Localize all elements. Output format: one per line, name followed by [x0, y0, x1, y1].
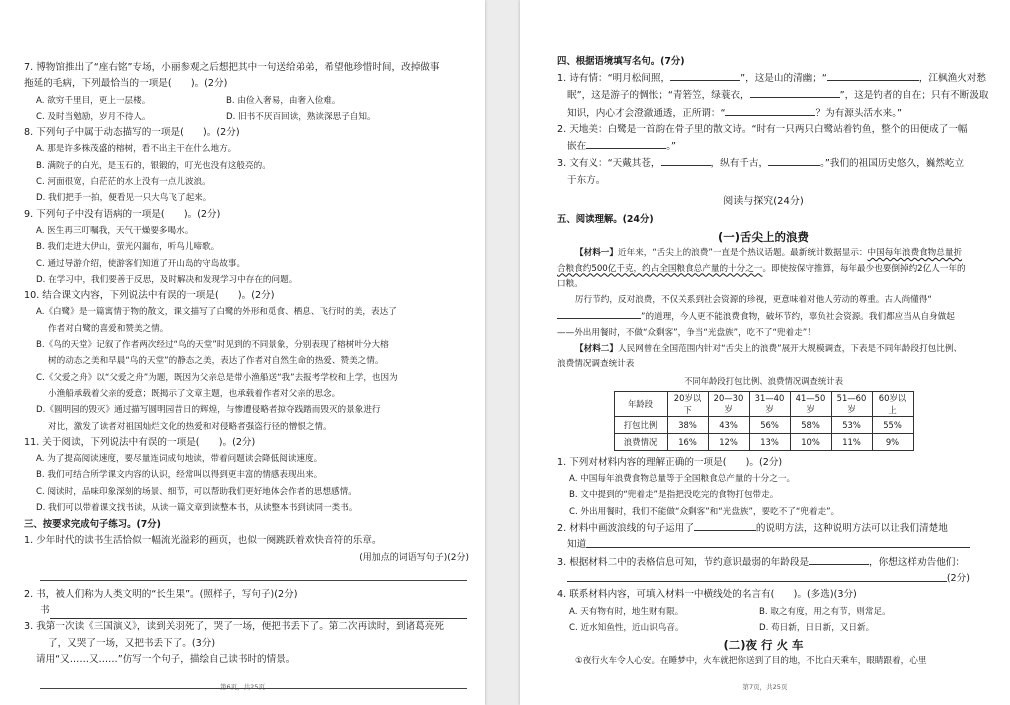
option-b: B. 我们可结合所学课文内容的认识，经常叫以得到更丰富的情感表现出来。: [36, 470, 323, 481]
paragraph: [557, 293, 970, 342]
question-9: [24, 207, 471, 288]
option-d: D. 苟日新，日日新，又日新。: [759, 622, 875, 633]
table-cell: 56%: [749, 416, 790, 433]
section-title: 三、按要求完成句子练习。(7分): [24, 519, 161, 531]
option-a: A. 那是许多株茂盛的榕树，看不出主干在什么地方。: [36, 144, 237, 155]
text: 3. 文有义：“天戴其苍，: [557, 158, 661, 170]
question-line: [557, 554, 970, 571]
fill-blank[interactable]: [586, 138, 666, 149]
text: 眠”，这是游子的惆怅；“青箬笠，绿蓑衣，: [567, 90, 750, 102]
text: 知识，内心才会澄澈通透，正所谓：“: [567, 107, 726, 119]
text: 。”: [666, 141, 676, 153]
text: ”，这是山的清幽；“: [740, 73, 827, 84]
question-11: [24, 435, 471, 516]
option-a: A. 欲穷千里目，更上一层楼。: [36, 95, 151, 106]
page-number: 第6页，共25页: [220, 683, 265, 691]
fill-blank[interactable]: [768, 155, 820, 166]
text: 知道: [567, 539, 587, 551]
passage-title: (一)舌尖上的浪费: [717, 230, 809, 245]
question-line: [557, 571, 970, 587]
text: 的说明方法，这种说明方法可以让我们清楚地: [755, 523, 948, 535]
question-stem: 4. 联系材料内容，可填入材料一中横线处的名言有( )。(多选)(3分): [557, 589, 857, 601]
table-cell: 浪费情况: [614, 433, 667, 450]
fill-blank[interactable]: [809, 554, 869, 565]
question-line: [557, 520, 970, 537]
fill-blank[interactable]: [586, 537, 970, 548]
reading-heading: 阅读与探究(24分): [723, 196, 804, 208]
table-caption: 不同年龄段打包比例、浪费情况调查统计表: [683, 375, 844, 386]
table-cell: 58%: [790, 416, 831, 433]
question-line: 2. 天地美：白鹭是一首韵在骨子里的散文诗。“时有一只两只白鹭站着钓鱼，整个的田便成了一幅: [557, 123, 968, 135]
material-tag: 【材料一】: [575, 248, 618, 259]
stats-table: [614, 391, 914, 451]
question-line: 于东方。: [567, 174, 606, 186]
option-c: C. 阅读时，品味印象深刻的场景、细节，可以帮助我们更好地体会作者的思想感情。: [36, 486, 357, 497]
table-header-cell: 20岁以下: [667, 391, 708, 416]
table-header-cell: 31—40岁: [749, 391, 790, 416]
table-cell: 10%: [790, 433, 831, 450]
question-line: [557, 105, 970, 122]
option-c: C.《父爱之舟》以“父爱之舟”为题，既因为父亲总是带小渔船送“我”去报考学校和上学，也因为: [36, 372, 398, 383]
passage-title: (二)夜 行 火 车: [723, 638, 804, 653]
option-a: A. 中国每年浪费食物总量等于全国粮食总产量的十分之一。: [569, 474, 796, 485]
option-a-cont: 作者对白鹭的喜爱和赞美之情。: [48, 323, 169, 334]
option-d: D.《圆明园的毁灭》通过描写圆明园昔日的辉煌，与惨遭侵略者掠夺践踏而毁灭的景象进行: [36, 405, 381, 416]
table-row: [614, 416, 913, 433]
question-line: [557, 138, 970, 155]
option-d: D. 我们把手一拍，便看见一只大鸟飞了起来。: [36, 193, 212, 204]
table-cell: 38%: [667, 416, 708, 433]
option-c: C. 近水知鱼性，近山识鸟音。: [569, 622, 684, 633]
answer-line[interactable]: [50, 608, 467, 619]
question-stem: 1. 下列对材料内容的理解正确的一项是( )。(2分): [557, 456, 783, 468]
section-3: [24, 516, 471, 689]
text: ，你想这样劝告他们：: [869, 556, 965, 568]
exam-page-left: [0, 0, 485, 705]
text: 近年来，“舌尖上的浪费”一直是个热议话题。最新统计数据显示：: [617, 248, 868, 259]
fill-blank[interactable]: [694, 520, 756, 531]
exam-page-right: [520, 0, 1010, 705]
table-cell: 9%: [872, 433, 913, 450]
material-2: [557, 342, 970, 373]
text: 嵌在: [567, 141, 587, 153]
fill-blank[interactable]: [557, 308, 641, 319]
question-stem: 10. 结合课文内容，下列说法中有误的一项是( )。(2分): [24, 290, 275, 302]
fill-blank[interactable]: [725, 105, 815, 116]
answer-prefix: 书: [40, 604, 50, 616]
text: 2. 材料中画波浪线的句子运用了: [557, 523, 694, 535]
question-stem: 8. 下列句子中属于动态描写的一项是( )。(2分): [24, 127, 240, 139]
option-row: [557, 604, 970, 620]
option-d-cont: 对比，激发了读者对祖国灿烂文化的热爱和对侵略者强盗行径的憎恨之情。: [48, 421, 332, 432]
reading-text-1: [557, 228, 970, 636]
section-4: [557, 53, 989, 189]
section-title: 四、根据语境填写名句。(7分): [557, 56, 685, 67]
option-b: B. 我们走进大伊山，萤光闪漏布，听鸟儿啼歌。: [36, 242, 220, 253]
table-header-cell: 51—60岁: [831, 391, 872, 416]
table-cell: 16%: [667, 433, 708, 450]
question-stem: 3. 我第一次读《三国演义》，读到关羽死了，哭了一场，便把书丢下了。第二次再读时，到诸葛亮死: [24, 621, 444, 633]
option-d: D. 旧书不厌百回读，熟读深思子自知。: [226, 111, 376, 122]
question-instruction: 请用“又……又……”仿写一个句子，描绘自己读书时的情景。: [36, 653, 296, 665]
option-b: B. 由俭入奢易，由奢入俭难。: [226, 95, 341, 106]
text: ”，这是钓者的自在；只有不断汲取: [839, 90, 989, 102]
option-b-cont: 树的动态之美和早晨“鸟的天堂”的静态之美，表达了作者对自然生命的热爱、赞美之情。: [48, 356, 384, 367]
option-b: B. 满院子的白光，是玉石的，银锻的，叮光也没有这般亮的。: [36, 160, 271, 171]
text: 。”我们的祖国历史悠久，巍然屹立: [820, 158, 965, 170]
option-d: D. 我们可以带着课文找书读，从读一篇文章到读整本书，从读整本书到读同一类书。: [36, 503, 358, 514]
table-header-cell: 年龄段: [614, 391, 667, 416]
question-stem: 9. 下列句子中没有语病的一项是( )。(2分): [24, 208, 221, 220]
question-stem: 7. 博物馆推出了“座右铭”专场，小丽参观之后想把其中一句送给弟弟，希望他珍惜时间，改掉做事: [24, 62, 440, 73]
option-a: A. 为了提高阅读速度，要尽量连词成句地读，带着问题读会降低阅读速度。: [36, 454, 323, 465]
question-line: [557, 537, 970, 553]
paragraph: ①夜行火车令人心安。在睡梦中，火车就把你送到了目的地，不比白天乘车，眼睛跟着，心里: [575, 656, 927, 667]
text: 1. 诗有情：“明月松间照，: [557, 73, 671, 84]
option-row: [557, 620, 970, 636]
page-number: 第7页，共25页: [742, 683, 788, 691]
table-cell: 11%: [831, 433, 872, 450]
table-header-row: [614, 391, 913, 416]
question-10: [24, 288, 471, 435]
question-line: [557, 87, 989, 104]
table-cell: 53%: [831, 416, 872, 433]
table-row: [614, 433, 913, 450]
text: 。即使按保守推算，每年最少也要倒掉约2亿人一年的口粮。: [557, 263, 966, 290]
question-stem: 11. 关于阅读，下列说法中有误的一项是( )。(2分): [24, 436, 256, 448]
table-header-cell: 20—30岁: [708, 391, 749, 416]
fill-blank[interactable]: [661, 155, 711, 166]
option-row: [24, 109, 471, 125]
option-b: B.《鸟的天堂》记叙了作者两次经过“鸟的天堂”时见到的不同景象，分别表现了榕树叶分大榕: [36, 340, 389, 351]
section-title: 五、阅读理解。(24分): [557, 214, 654, 226]
question-7: [24, 60, 471, 125]
reading-text-2: [557, 636, 970, 670]
option-c: C. 河面很宽，白茫茫的水上没有一点儿波浪。: [36, 177, 211, 188]
material-1: [557, 246, 970, 293]
question-stem-cont: 了，又哭了一场，又把书丢下了。(3分): [48, 637, 216, 649]
question-line: [557, 155, 970, 172]
question-stem: 拖延的毛病，下列最恰当的一项是( )。(2分): [24, 78, 228, 90]
wavy-underlined-sentence: 中国每年浪费食物总量折合粮食约500亿千克，约占全国粮食总产量的十分之一: [557, 248, 963, 274]
text: 厉行节约，反对浪费，不仅关系到社会资源的珍视，更意味着对他人劳动的尊重。古人尚懂得“: [575, 294, 932, 305]
option-b: B. 文中提到的“兜着走”是指把没吃完的食物打包带走。: [569, 490, 779, 501]
text: ，纵有千古，: [710, 158, 769, 170]
table-header-cell: 60岁以上: [872, 391, 913, 416]
question-note: (用加点的词语写句子)(2分): [359, 552, 469, 563]
question-8: [24, 125, 471, 206]
text: ？为有源头活水来。”: [815, 107, 902, 119]
option-a: A.《白鹭》是一篇寓情于物的散文，课文描写了白鹭的外形和觅食、栖息、飞行时的美，表达了: [36, 307, 397, 318]
option-a: A. 医生再三叮嘱我，天气干燥要多喝水。: [36, 225, 194, 236]
fill-blank[interactable]: [827, 70, 919, 81]
text: ，江枫渔火对愁: [918, 73, 986, 84]
table-cell: 43%: [708, 416, 749, 433]
option-c-cont: 小渔船承载着父亲的爱意；既揭示了文章主题，也承载着作者对父亲的思念。: [48, 388, 341, 399]
option-b: B. 取之有度，用之有节，则常足。: [759, 606, 891, 617]
table-header-cell: 41—50岁: [790, 391, 831, 416]
table-cell: 55%: [872, 416, 913, 433]
question-stem: 1. 少年时代的读书生活恰似一幅流光溢彩的画页，也似一阕跳跃着欢快音符的乐章。: [24, 535, 382, 547]
text: ”的道理，今人更不能浪费食物，破坏节约，辜负社会资源。我们都应当从自身做起——外出用餐时，不做“众剩客”，争当“光盘族”，吃不了“兜着走”！: [557, 312, 955, 339]
fill-blank[interactable]: [670, 70, 740, 81]
option-d: D. 在学习中，我们要善于反思，及时解决和发现学习中存在的问题。: [36, 274, 298, 285]
score-note: (2分): [946, 572, 970, 584]
material-tag: 【材料二】: [575, 343, 618, 354]
option-c: C. 通过导游介绍，使游客们知道了开山岛的守岛故事。: [36, 258, 246, 269]
table-cell: 打包比例: [614, 416, 667, 433]
table-cell: 13%: [749, 433, 790, 450]
option-row: [24, 93, 471, 109]
option-c: C. 及时当勉励，岁月不待人。: [36, 111, 151, 122]
text: 3. 根据材料二中的表格信息可知，节约意识最弱的年龄段是: [557, 556, 810, 568]
fill-blank[interactable]: [567, 571, 947, 582]
answer-row: [24, 603, 471, 619]
option-a: A. 天有物有时，地生财有限。: [569, 606, 684, 617]
answer-line[interactable]: [40, 566, 467, 581]
question-stem: 2. 书，被人们称为人类文明的“长生果”。(照样子，写句子)(2分): [24, 588, 298, 600]
table-cell: 12%: [708, 433, 749, 450]
question-line: [557, 70, 986, 87]
text: 人民网曾在全国范围内针对“舌尖上的浪费”展开大规模调查，下表是不同年龄段打包比例、浪费情况调查统计表: [557, 343, 963, 370]
fill-blank[interactable]: [750, 87, 840, 98]
option-c: C. 外出用餐时，我们不能做“众剩客”和“光盘族”，要吃不了“兜着走”。: [569, 506, 840, 517]
